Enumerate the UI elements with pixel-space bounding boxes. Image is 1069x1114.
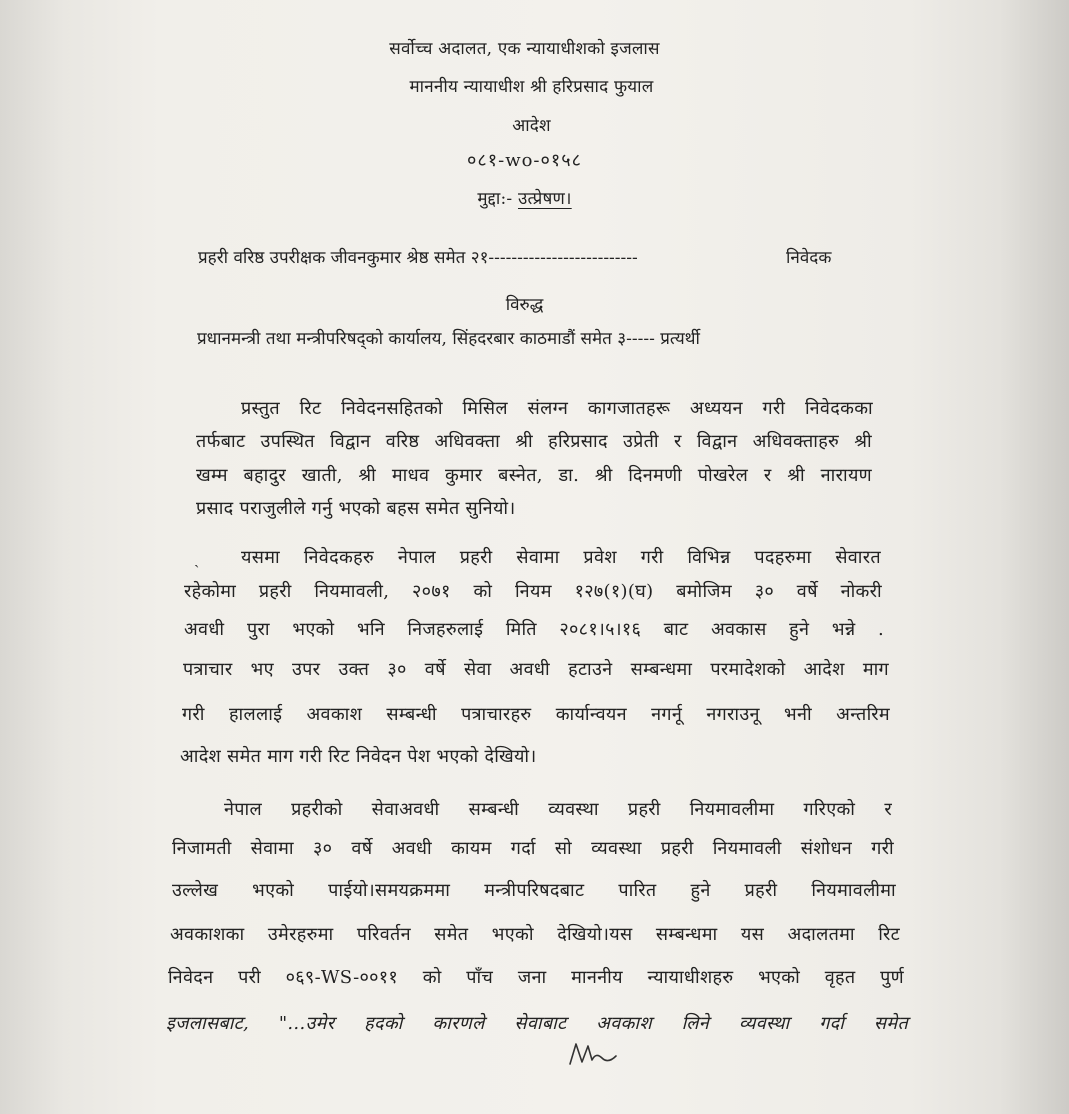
body-line: उल्लेख भएको पाईयो।समयक्रममा मन्त्रीपरिषदबाट पारित हुने प्रहरी नियमावलीमा: [172, 880, 896, 901]
body-line: रहेकोमा प्रहरी नियमावली, २०७१ को नियम १२७(१)(घ) बमोजिम ३० वर्षे नोकरी: [184, 581, 882, 602]
case-number: ०८१-wo-०१५८: [467, 150, 582, 171]
body-line: पत्राचार भए उपर उक्त ३० वर्षे सेवा अवधी हटाउने सम्बन्धमा परमादेशको आदेश माग: [183, 659, 889, 680]
body-line: इजलासबाट, "...उमेर हदको कारणले सेवाबाट अवकाश लिने व्यवस्था गर्दा समेत: [166, 1013, 908, 1034]
document-type: आदेश: [512, 116, 551, 136]
subject-value: उत्प्रेषण।: [518, 189, 572, 209]
body-line: अवधी पुरा भएको भनि निजहरुलाई मिति २०८१।५।१६ बाट अवकास हुने भन्ने .: [184, 619, 884, 640]
respondent-line: प्रधानमन्त्री तथा मन्त्रीपरिषद्‌को कार्यालय, सिंहदरबार काठमाडौं समेत ३----- प्रत्यर्थी: [197, 329, 700, 349]
body-line: तर्फबाट उपस्थित विद्वान वरिष्ठ अधिवक्ता श्री हरिप्रसाद उप्रेती र विद्वान अधिवक्ताहरु श्री: [196, 431, 872, 452]
subject-label: मुद्दा:-: [477, 189, 513, 209]
body-line: निजामती सेवामा ३० वर्षे अवधी कायम गर्दा सो व्यवस्था प्रहरी नियमावली संशोधन गरी: [172, 838, 894, 859]
case-subject: [0, 186, 1059, 209]
signature-mark: [566, 1038, 626, 1068]
body-line: गरी हाललाई अवकाश सम्बन्धी पत्राचारहरु कार्यान्वयन नगर्नू नगराउनू भनी अन्तरिम: [182, 704, 890, 725]
petitioner-line: प्रहरी वरिष्ठ उपरीक्षक जीवनकुमार श्रेष्ठ समेत २१--------------------------: [198, 248, 638, 268]
body-line: नेपाल प्रहरीको सेवाअवधी सम्बन्धी व्यवस्था प्रहरी नियमावलीमा गरिएको र: [224, 799, 892, 820]
tick-mark: ˎ: [194, 549, 200, 568]
court-name: सर्वोच्च अदालत, एक न्यायाधीशको इजलास: [389, 39, 660, 59]
body-line: प्रस्तुत रिट निवेदनसहितको मिसिल संलग्न कागजातहरू अध्ययन गरी निवेदकका: [241, 398, 873, 419]
body-line: अवकाशका उमेरहरुमा परिवर्तन समेत भएको देखियो।यस सम्बन्धमा यस अदालतमा रिट: [170, 924, 900, 945]
body-line: यसमा निवेदकहरु नेपाल प्रहरी सेवामा प्रवेश गरी विभिन्न पदहरुमा सेवारत: [241, 547, 881, 568]
versus-label: विरुद्ध: [505, 295, 544, 315]
body-line: निवेदन परी ०६९-WS-००११ को पाँच जना माननीय न्यायाधीशहरु भएको वृहत पुर्ण: [168, 967, 904, 988]
body-line: आदेश समेत माग गरी रिट निवेदन पेश भएको देखियो।: [180, 746, 537, 767]
petitioner-role: निवेदक: [786, 248, 832, 268]
body-line: प्रसाद पराजुलीले गर्नु भएको बहस समेत सुनियो।: [196, 498, 516, 519]
body-line: खम्म बहादुर खाती, श्री माधव कुमार बस्नेत, डा. श्री दिनमणी पोखरेल र श्री नारायण: [196, 465, 872, 486]
judge-name: माननीय न्यायाधीश श्री हरिप्रसाद फुयाल: [409, 77, 654, 97]
